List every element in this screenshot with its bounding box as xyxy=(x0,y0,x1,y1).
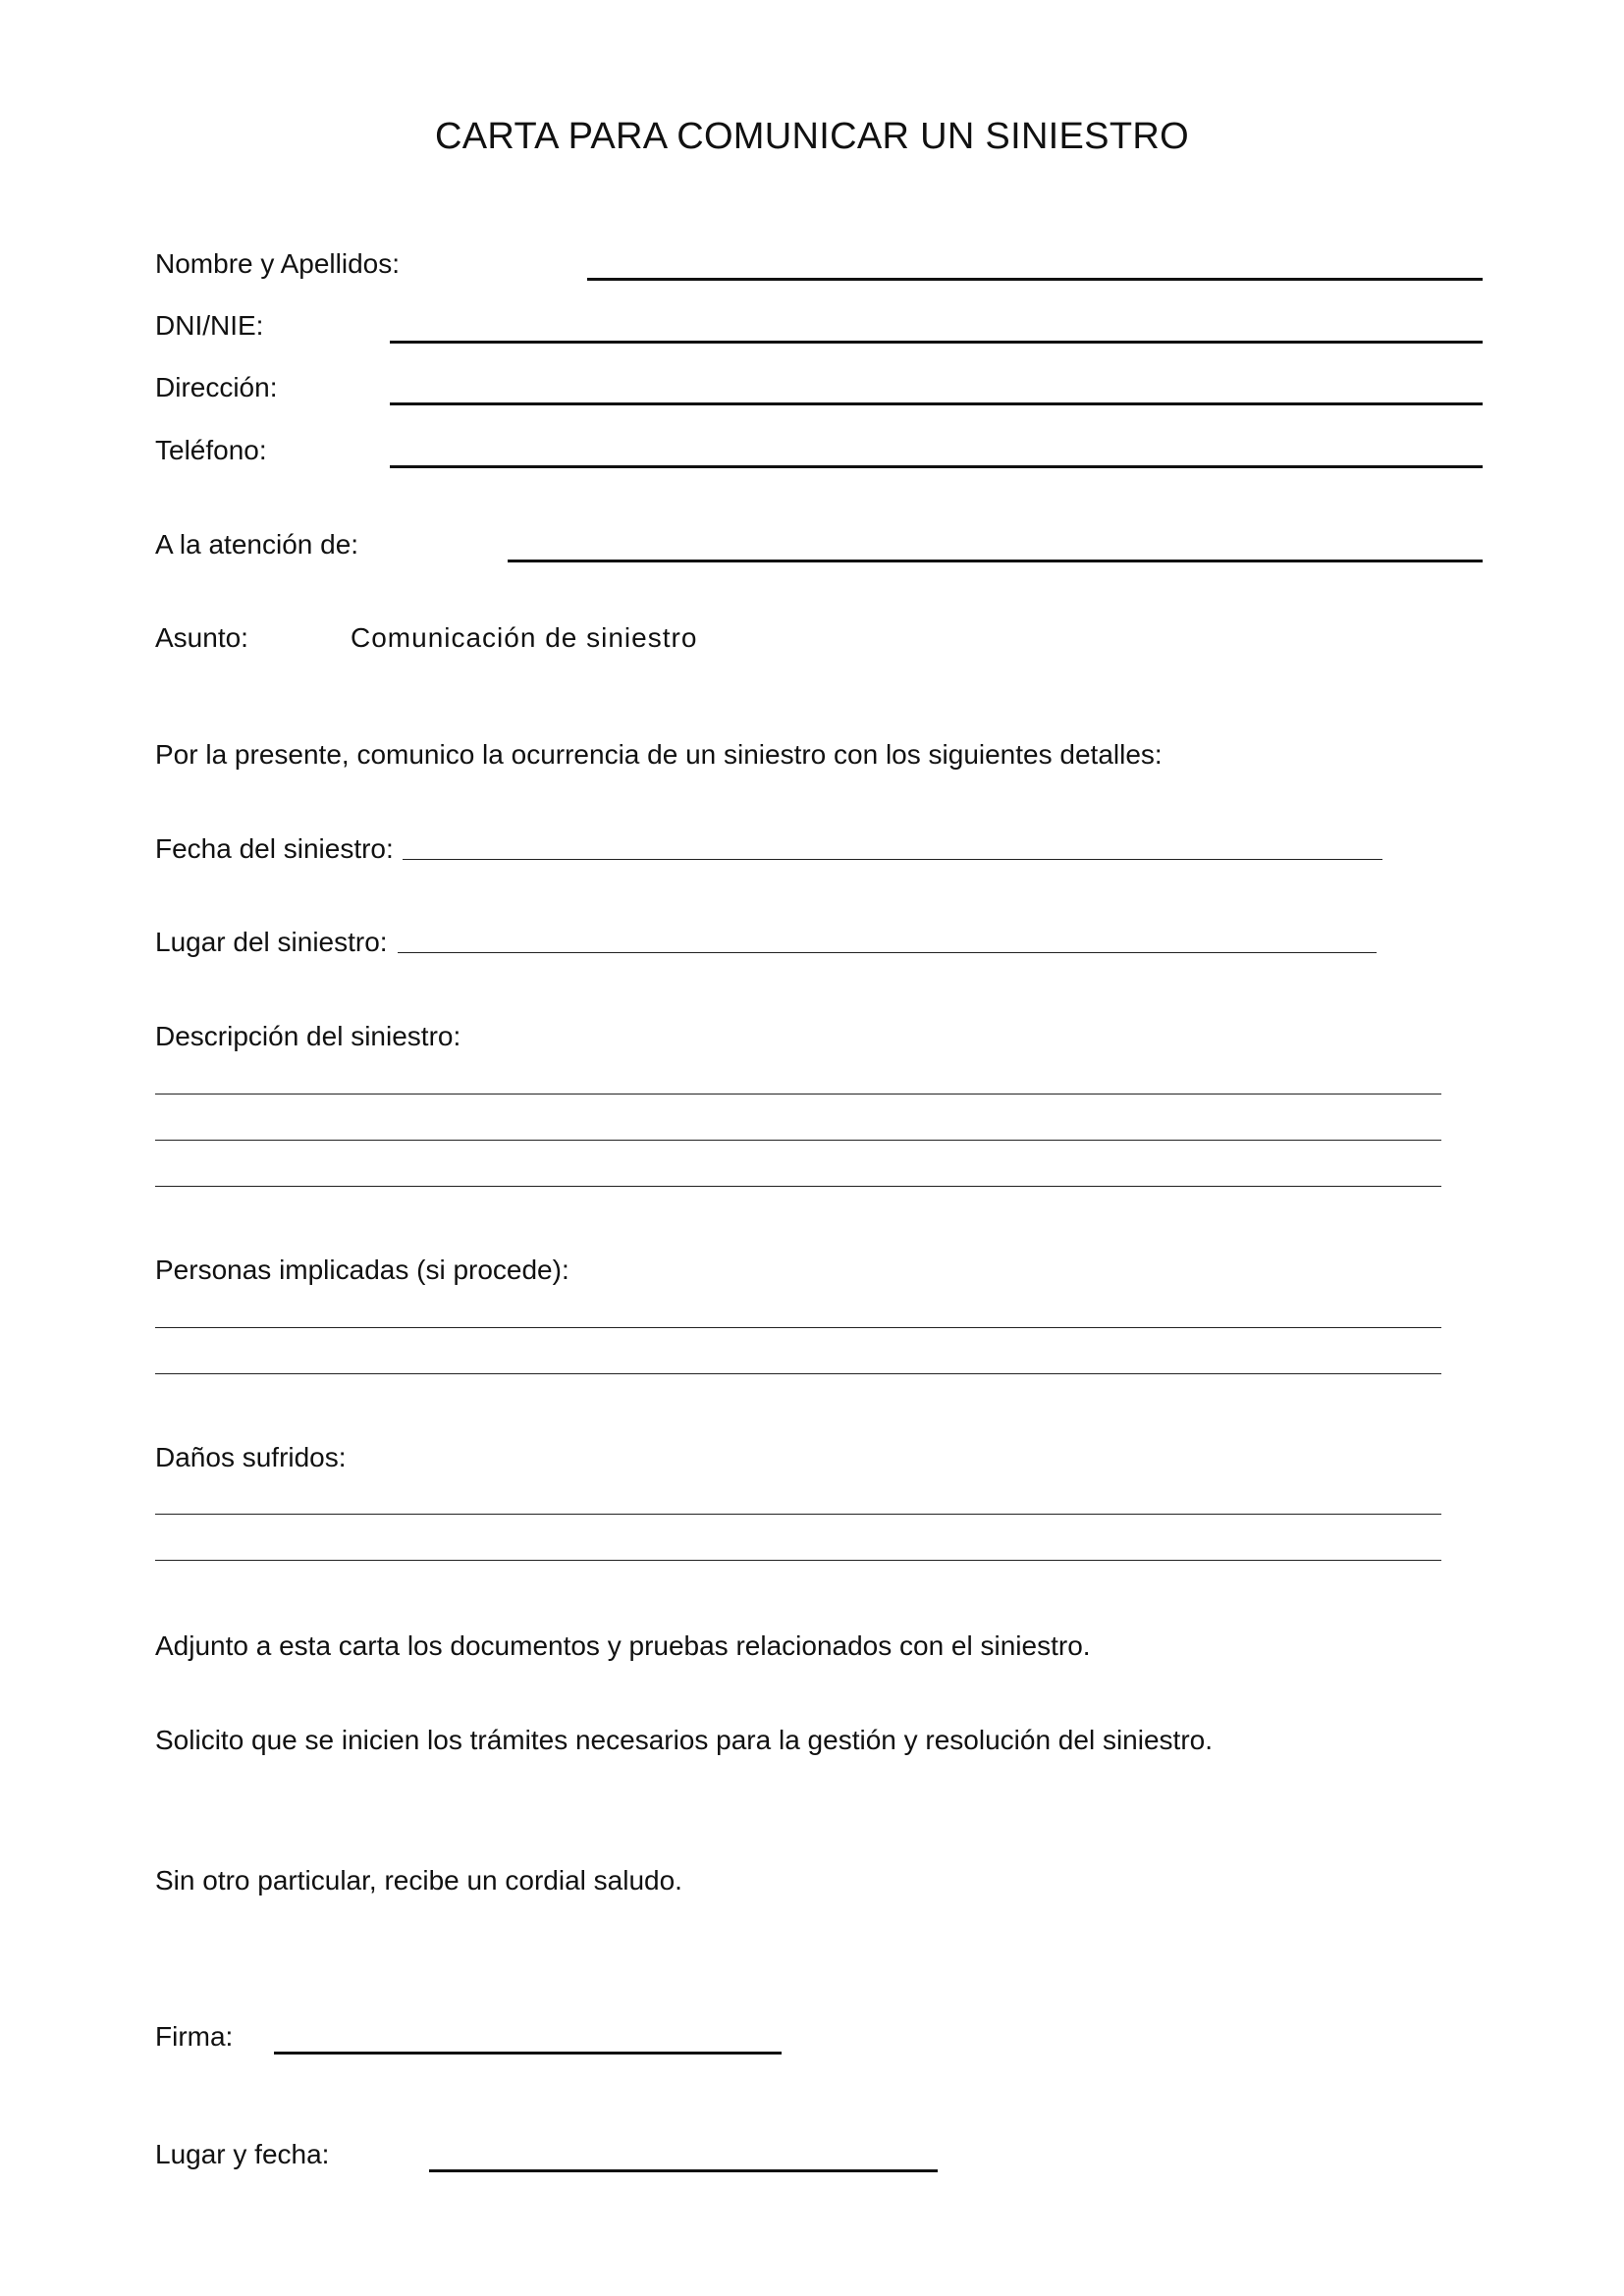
date-field-line[interactable] xyxy=(403,859,1382,860)
description-line-2[interactable] xyxy=(155,1140,1441,1141)
document-title: CARTA PARA COMUNICAR UN SINIESTRO xyxy=(435,116,1189,157)
description-line-1[interactable] xyxy=(155,1094,1441,1095)
request-text: Solicito que se inicien los trámites necesarios para la gestión y resolución del siniestro. xyxy=(155,1725,1213,1755)
dni-label: DNI/NIE: xyxy=(155,310,264,341)
date-label: Fecha del siniestro: xyxy=(155,833,394,864)
closing-text: Sin otro particular, recibe un cordial saludo. xyxy=(155,1865,682,1896)
damages-label: Daños sufridos: xyxy=(155,1442,347,1472)
description-line-3[interactable] xyxy=(155,1186,1441,1187)
place-field-line[interactable] xyxy=(398,952,1377,953)
attention-label: A la atención de: xyxy=(155,529,359,560)
persons-label: Personas implicadas (si procede): xyxy=(155,1255,569,1285)
signature-label: Firma: xyxy=(155,2021,234,2052)
subject-value: Comunicación de siniestro xyxy=(351,622,698,653)
persons-line-1[interactable] xyxy=(155,1327,1441,1328)
damages-line-1[interactable] xyxy=(155,1514,1441,1515)
description-label: Descripción del siniestro: xyxy=(155,1021,461,1051)
place-label: Lugar del siniestro: xyxy=(155,927,388,957)
subject-label: Asunto: xyxy=(155,622,248,653)
address-label: Dirección: xyxy=(155,372,278,402)
attention-field-line[interactable] xyxy=(508,560,1483,562)
place-date-label: Lugar y fecha: xyxy=(155,2139,330,2169)
phone-field-line[interactable] xyxy=(390,465,1483,468)
dni-field-line[interactable] xyxy=(390,341,1483,344)
name-field-line[interactable] xyxy=(587,278,1483,281)
signature-field-line[interactable] xyxy=(274,2052,782,2055)
address-field-line[interactable] xyxy=(390,402,1483,405)
persons-line-2[interactable] xyxy=(155,1373,1441,1374)
phone-label: Teléfono: xyxy=(155,435,267,465)
intro-text: Por la presente, comunico la ocurrencia de un siniestro con los siguientes detalles: xyxy=(155,739,1163,770)
damages-line-2[interactable] xyxy=(155,1560,1441,1561)
name-label: Nombre y Apellidos: xyxy=(155,248,401,279)
place-date-field-line[interactable] xyxy=(429,2169,938,2172)
attach-text: Adjunto a esta carta los documentos y pruebas relacionados con el siniestro. xyxy=(155,1630,1091,1661)
